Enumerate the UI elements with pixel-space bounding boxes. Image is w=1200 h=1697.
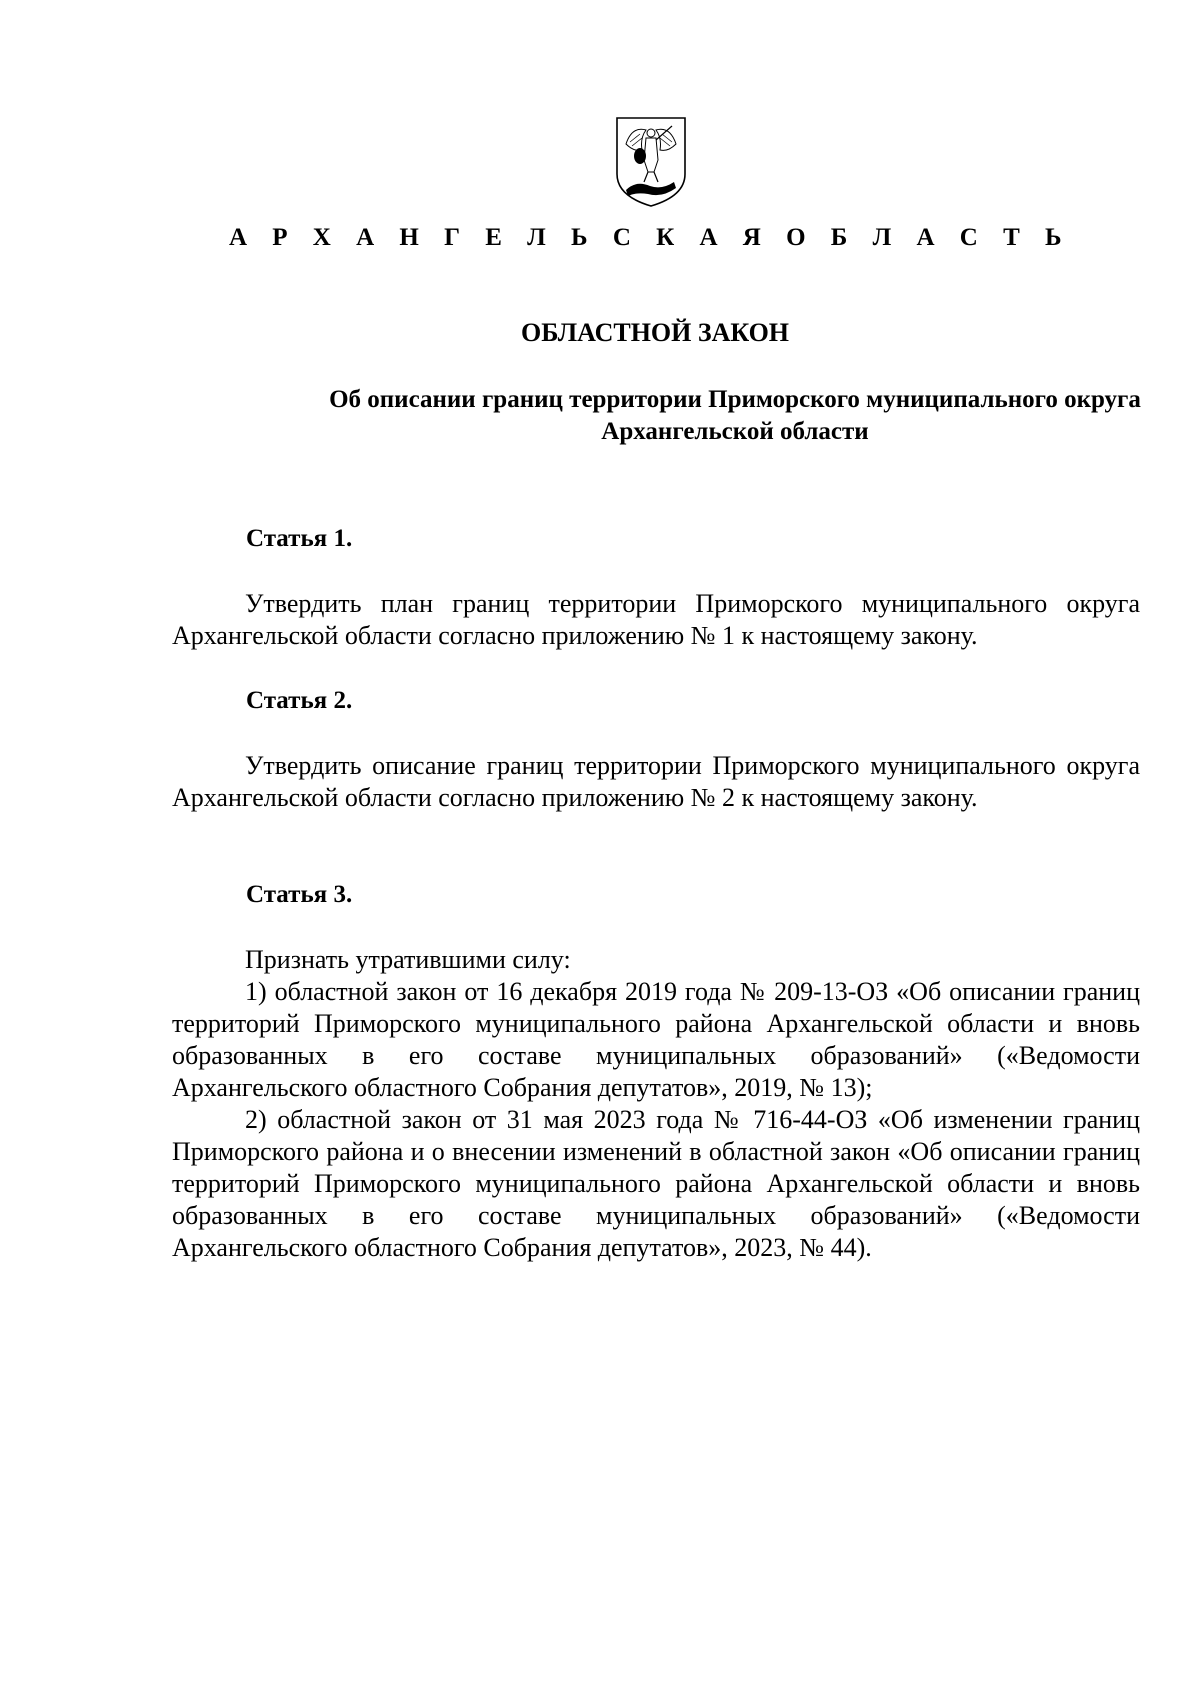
law-title-line-2: Архангельской области	[601, 418, 869, 445]
article-2-text: Утвердить описание границ территории Приморского муниципального округа Архангельской области согласно приложению № 2 к настоящему закону.	[172, 751, 1140, 812]
region-title: А Р Х А Н Г Е Л Ь С К А Я О Б Л А С Т Ь	[228, 224, 1072, 251]
article-3-intro: Признать утратившими силу:	[245, 945, 571, 974]
law-type: ОБЛАСТНОЙ ЗАКОН	[520, 318, 790, 347]
article-3-heading: Статья 3.	[246, 881, 353, 908]
article-1-text: Утвердить план границ территории Приморского муниципального округа Архангельской области согласно приложению № 1 к настоящему закону.	[172, 589, 1140, 650]
article-2-heading: Статья 2.	[246, 687, 353, 714]
coat-of-arms-icon	[614, 116, 688, 208]
article-3-item-1: 1) областной закон от 16 декабря 2019 года № 209-13-ОЗ «Об описании границ территорий Приморского муниципального района Архангельской области и вновь образованных в его составе муниципальных образований» («Ведомости Архангельского областного Собрания депутатов», 2019, № 13);	[172, 977, 1140, 1102]
article-1-heading: Статья 1.	[246, 525, 353, 552]
article-3-item-2: 2) областной закон от 31 мая 2023 года № 716-44-ОЗ «Об изменении границ Приморского района и о внесении изменений в областной закон «Об описании границ территорий Приморского муниципального района Архангельской области и вновь образованных в его составе муниципальных образований» («Ведомости Архангельского областного Собрания депутатов», 2023, № 44).	[172, 1105, 1140, 1262]
law-title	[160, 384, 1200, 448]
law-title-line-1: Об описании границ территории Приморского муниципального округа	[329, 386, 1141, 413]
